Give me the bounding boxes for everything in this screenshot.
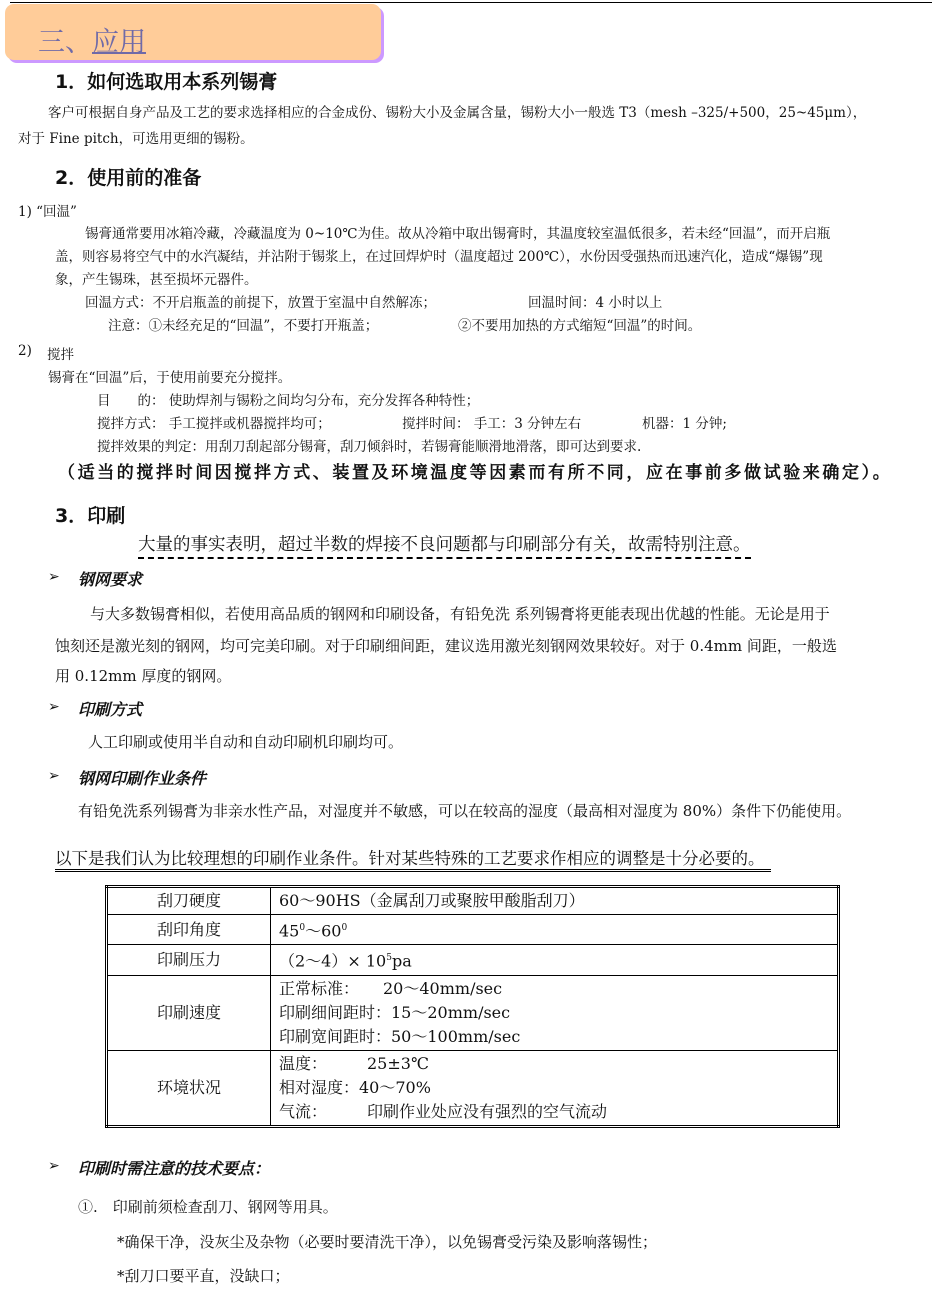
env-line: 温度： 25±3℃ bbox=[279, 1053, 429, 1073]
speed-line: 印刷宽间距时：50～100mm/sec bbox=[279, 1026, 521, 1046]
item-2-label: 搅拌 bbox=[47, 347, 74, 363]
table-row bbox=[107, 1050, 839, 1126]
stir-judge: 搅拌效果的判定：用刮刀刮起部分锡膏，刮刀倾斜时，若锡膏能顺滑地滑落，即可达到要求. bbox=[97, 439, 642, 455]
speed-line: 印刷细间距时：15～20mm/sec bbox=[279, 1002, 511, 1022]
heading-2: 2．使用前的准备 bbox=[55, 167, 202, 189]
heading-1: 1．如何选取用本系列锡膏 bbox=[55, 71, 278, 93]
paragraph-line: 盖，则容易将空气中的水汽凝结，并沾附于锡浆上，在过回焊炉时（温度超过 200℃），水份因受强热而迅速汽化，造成“爆锡”现 bbox=[55, 249, 823, 265]
method-text: 人工印刷或使用半自动和自动印刷机印刷均可。 bbox=[88, 733, 404, 751]
item-2-number: 2) bbox=[18, 343, 32, 359]
stir-intro: 锡膏在“回温”后，于使用前要充分搅拌。 bbox=[48, 370, 292, 386]
thaw-method: 回温方式：不开启瓶盖的前提下，放置于室温中自然解冻； bbox=[85, 295, 436, 311]
table-key: 环境状况 bbox=[107, 1050, 271, 1126]
tip-sub-2: *刮刀口要平直，没缺口； bbox=[117, 1267, 290, 1285]
note-1: 注意：①未经充足的“回温”，不要打开瓶盖； bbox=[108, 318, 379, 334]
stir-machine: 机器：1 分钟; bbox=[642, 416, 727, 432]
table-value bbox=[271, 975, 839, 1050]
table-key: 印刷压力 bbox=[107, 945, 271, 975]
conditions-title: 钢网印刷作业条件 bbox=[78, 769, 207, 788]
top-rule bbox=[10, 2, 932, 3]
table-value: 60～90HS（金属刮刀或聚胺甲酸脂刮刀） bbox=[271, 887, 839, 915]
method-title: 印刷方式 bbox=[78, 700, 143, 719]
table-key: 印刷速度 bbox=[107, 975, 271, 1050]
table-row bbox=[107, 975, 839, 1050]
item-1-label: 1) “回温” bbox=[18, 204, 77, 220]
degree-sup: 0 bbox=[299, 923, 306, 933]
angle-min: 45 bbox=[279, 921, 300, 941]
paragraph-line: 客户可根据自身产品及工艺的要求选择相应的合金成份、锡粉大小及金属含量，锡粉大小一般选 T3（mesh –325/+500，25~45μm）， bbox=[48, 105, 867, 121]
speed-line: 正常标准： 20～40mm/sec bbox=[279, 978, 503, 998]
section-title bbox=[38, 20, 146, 59]
paragraph-line: 与大多数锡膏相似，若使用高品质的钢网和印刷设备，有铅免洗 系列锡膏将更能表现出优越的性能。无论是用于 bbox=[90, 605, 830, 623]
table-key: 刮刀硬度 bbox=[107, 887, 271, 915]
table-row bbox=[107, 945, 839, 975]
exponent: 5 bbox=[386, 953, 392, 964]
stencil-title: 钢网要求 bbox=[78, 570, 143, 589]
arrowhead-bullet-icon: ➢ bbox=[48, 569, 60, 585]
degree-sup: 0 bbox=[341, 923, 348, 933]
stir-method: 搅拌方式： 手工搅拌或机器搅拌均可； bbox=[97, 416, 331, 432]
paragraph-line: 对于 Fine pitch，可选用更细的锡粉。 bbox=[18, 131, 254, 147]
printing-conditions-table bbox=[105, 885, 840, 1128]
note-2: ②不要用加热的方式缩短“回温”的时间。 bbox=[458, 318, 702, 334]
table-row bbox=[107, 915, 839, 945]
env-line: 气流： 印刷作业处应没有强烈的空气流动 bbox=[279, 1101, 608, 1121]
arrowhead-bullet-icon: ➢ bbox=[48, 699, 60, 715]
paragraph-line: 蚀刻还是激光刻的钢网，均可完美印刷。对于印刷细间距，建议选用激光刻钢网效果较好。对于 0.4mm 间距，一般选 bbox=[55, 637, 837, 655]
arrowhead-bullet-icon: ➢ bbox=[48, 768, 60, 784]
section-number: 三、 bbox=[38, 27, 92, 58]
table-value bbox=[271, 915, 839, 945]
thaw-time: 回温时间：4 小时以上 bbox=[528, 295, 663, 311]
emphasis-sentence: 大量的事实表明，超过半数的焊接不良问题都与印刷部分有关，故需特别注意。 bbox=[138, 531, 751, 559]
paragraph-line: 用 0.12mm 厚度的钢网。 bbox=[55, 667, 232, 685]
table-row bbox=[107, 887, 839, 915]
angle-max: ～60 bbox=[305, 921, 342, 941]
heading-3: 3．印刷 bbox=[55, 505, 126, 527]
paragraph-line: 象，产生锡珠，甚至损坏元器件。 bbox=[55, 272, 258, 288]
env-line: 相对湿度：40～70% bbox=[279, 1077, 431, 1097]
table-value bbox=[271, 945, 839, 975]
conditions-text: 有铅免洗系列锡膏为非亲水性产品，对湿度并不敏感，可以在较高的湿度（最高相对湿度为 80%）条件下仍能使用。 bbox=[78, 802, 852, 820]
stir-time: 搅拌时间： 手工：3 分钟左右 bbox=[402, 416, 582, 432]
pressure-range: （2～4）× 10 bbox=[279, 951, 387, 971]
tips-title: 印刷时需注意的技术要点： bbox=[78, 1159, 271, 1178]
stir-purpose: 目 的： 使助焊剂与锡粉之间均匀分布，充分发挥各种特性； bbox=[97, 393, 480, 409]
arrowhead-bullet-icon: ➢ bbox=[48, 1158, 60, 1174]
section-title-text: 应用 bbox=[92, 27, 146, 58]
tip-item-1: ①. 印刷前须检查刮刀、钢网等用具。 bbox=[78, 1198, 338, 1216]
stir-note: （适当的搅拌时间因搅拌方式、装置及环境温度等因素而有所不同，应在事前多做试验来确定）。 bbox=[58, 463, 893, 483]
table-value bbox=[271, 1050, 839, 1126]
ideal-conditions-note: 以下是我们认为比较理想的印刷作业条件。针对某些特殊的工艺要求作相应的调整是十分必要的。 bbox=[55, 845, 771, 872]
pressure-unit: pa bbox=[391, 951, 412, 971]
paragraph-line: 锡膏通常要用冰箱冷藏，冷藏温度为 0~10℃为佳。故从冷箱中取出锡膏时，其温度较室温低很多，若未经“回温”，而开启瓶 bbox=[85, 226, 831, 242]
tip-sub-1: *确保干净，没灰尘及杂物（必要时要清洗干净），以免锡膏受污染及影响落锡性； bbox=[117, 1233, 658, 1251]
table-key: 刮印角度 bbox=[107, 915, 271, 945]
